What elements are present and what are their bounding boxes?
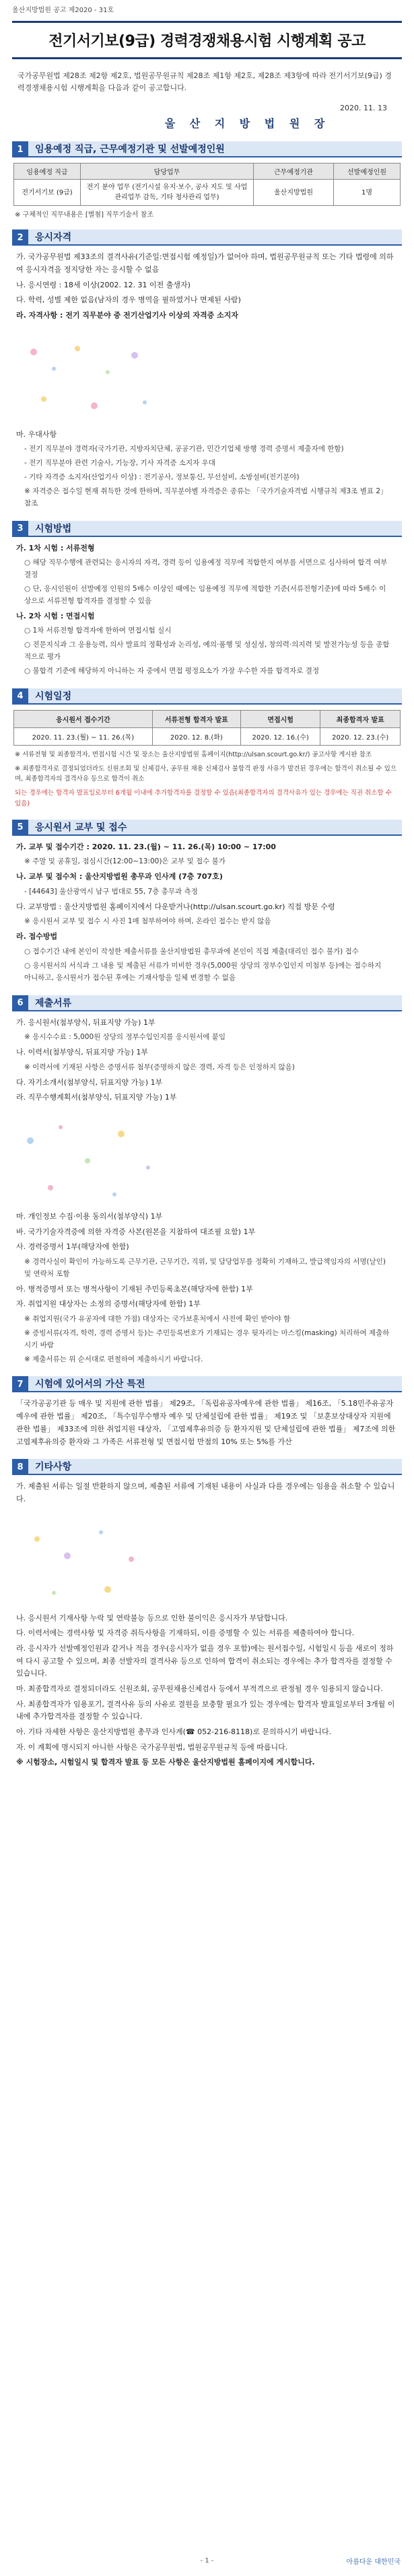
table-cell: 2020. 12. 23.(수) [320, 727, 401, 745]
list-item: ※ 응시수수료 : 5,000원 상당의 정부수입인지를 응시원서에 붙임 [24, 1033, 226, 1042]
list-item: 가. 응시원서(첨부양식, 뒤표지양 가능) 1부 [16, 1017, 156, 1027]
table-header: 임용예정 직급 [14, 164, 81, 180]
list-item: 자. 취업지원 대상자는 소정의 증명서(해당자에 한함) 1부 [16, 1299, 201, 1309]
duty-cell: 전기 분야 업무 (전기시설 유지·보수, 공사 지도 및 사업관리업무 감독, 기타 청사관리 업무) [81, 180, 254, 206]
list-item: ○ 응시원서의 서식과 그 내용 및 제출된 서류가 미비한 경우(5,000원 상당의 정부수입인지 미첨부 등)에는 접수하지 아니하고, 응시원서가 접수된 후에는 기재사항을 일체 변경할 수 없음 [24, 961, 382, 982]
list-item: ※ 증빙서류(자격, 학력, 경력 증명서 등)는 주민등록번호가 기재되는 경우 뒷자리는 마스킹(masking) 처리하여 제출하시기 바람 [24, 1328, 390, 1349]
section-number: 6 [12, 995, 28, 1011]
schedule-note: 되는 경우에는 합격자 발표일로부터 6개월 이내에 추가합격자를 결정할 수 있음(최종합격자의 결격사유가 있는 경우에는 직권 취소할 수 있음) [15, 789, 392, 808]
list-item: 다. 학력, 성별 제한 없음(남자의 경우 병역을 필하였거나 면제된 사람) [16, 295, 241, 305]
sparkle-icon [13, 1114, 162, 1208]
title-block [12, 21, 402, 59]
list-item: 다. 자기소개서(첨부양식, 뒤표지양 가능) 1부 [16, 1077, 163, 1087]
court-signature: 울 산 지 방 법 원 장 [164, 117, 331, 131]
sparkle-icon [13, 1515, 162, 1610]
list-item: 나. 2차 시험 : 면접시험 [16, 611, 95, 620]
section-4-header [12, 688, 402, 705]
section-number: 7 [12, 1376, 28, 1392]
list-item: 바. 국가기술자격증에 의한 자격증 사본(원본을 지참하여 대조필 요함) 1부 [16, 1227, 256, 1236]
list-item: ○ 전문지식과 그 응용능력, 의사 발표의 정확성과 논리성, 예의·품행 및 성실성, 창의력·의지력 및 발전가능성 등을 종합적으로 평가 [24, 641, 390, 661]
count-cell: 1명 [334, 180, 401, 206]
list-item: 아. 기타 자세한 사항은 울산지방법원 총무과 인사계(☎ 052-216-8118)로 문의하시기 바랍니다. [16, 1727, 332, 1737]
list-item: 다. 교부방법 : 울산지방법원 홈페이지에서 다운받거나(http://ulsan.scourt.go.kr) 직접 방문 수령 [16, 902, 335, 911]
list-item: ※ 경력사실이 확인이 가능하도록 근무기관, 근무기간, 직위, 및 담당업무를 정확히 기재하고, 발급책임자의 서명(날인) 및 연락처 포함 [24, 1258, 386, 1278]
position-table [13, 163, 401, 206]
section-2-header [12, 229, 402, 246]
section-8-header [12, 1459, 402, 1475]
list-item: ※ 제출서류는 위 순서대로 편철하여 제출하시기 바랍니다. [24, 1355, 203, 1363]
sparkle-icon [13, 332, 162, 426]
list-item: ※ 주말 및 공휴일, 점심시간(12:00~13:00)은 교부 및 접수 불가 [24, 857, 226, 866]
list-item: 아. 병적증명서 또는 병적사항이 기재된 주민등록초본(해당자에 한함) 1부 [16, 1284, 253, 1293]
list-item: 가. 국가공무원법 제33조의 결격사유(기준일:면접시험 예정일)가 없어야 하며, 법원공무원규칙 또는 기타 법령에 의하여 응시자격을 정지당한 자는 응시할 수 없음 [16, 252, 394, 274]
section-title: 응시원서 교부 및 접수 [28, 820, 402, 836]
section-number: 1 [12, 141, 28, 157]
notice-number: 울산지방법원 공고 제2020 - 31호 [12, 7, 114, 14]
table-header: 근무예정기관 [254, 164, 334, 180]
table-header: 선발예정인원 [334, 164, 401, 180]
section-number: 2 [12, 229, 28, 246]
section-5-header [12, 820, 402, 836]
section-title: 시험방법 [28, 521, 402, 537]
intro-text: 국가공무원법 제28조 제2항 제2호, 법원공무원규칙 제28조 제1항 제2호, 제28조 제3항에 따라 전기서기보(9급) 경력경쟁채용시험 시행계획을 다음과 같이 공고합니다. [18, 71, 392, 93]
table-cell: 2020. 11. 23.(월) ~ 11. 26.(목) [14, 727, 153, 745]
footer-brand: 아름다운 대한민국 [346, 2559, 401, 2566]
section-title: 기타사항 [28, 1459, 402, 1475]
schedule-note: ※ 최종합격자로 결정되었더라도 신원조회 및 신체검사, 공무원 채용 신체검사 불합격 판정 사유가 발견된 경우에는 합격이 취소될 수 있으며, 최종합격자의 결격사유 등으로 합격이 취소 [15, 764, 397, 783]
list-item: ○ 불합격 기준에 해당하지 아니하는 자 중에서 면접 평정요소가 가장 우수한 자를 합격자로 결정 [24, 666, 319, 675]
list-item: 가. 1차 시험 : 서류전형 [16, 543, 95, 552]
table-note: ※ 구체적인 직무내용은 [별첨] 직무기술서 참조 [15, 211, 153, 219]
section-number: 8 [12, 1459, 28, 1475]
section-title: 응시자격 [28, 229, 402, 246]
list-item: 나. 교부 및 접수처 : 울산지방법원 총무과 인사계 (7층 707호) [16, 872, 223, 882]
list-item: - 전기 직무분야 경력자(국가기관, 지방자치단체, 공공기관, 민간기업체 방행 경력 증명서 제출자에 한함) [24, 445, 344, 454]
list-item: ○ 단, 응시인원이 선발예정 인원의 5배수 이상인 때에는 임용예정 직무에 적합한 기준(서류전형기준)에 따라 5배수 이상으로 서류전형 합격자를 결정할 수 있음 [24, 585, 386, 605]
list-item: 사. 경력증명서 1부(해당자에 한함) [16, 1242, 129, 1252]
list-item: 마. 개인정보 수집·이용 동의서(첨부양식) 1부 [16, 1211, 163, 1221]
list-item: ※ 이력서에 기재된 사항은 증명서류 첨부(증명하지 않은 경력, 자격 등은 인정하지 않음) [24, 1063, 295, 1071]
list-item: 라. 접수방법 [16, 932, 58, 941]
section-6-header [12, 995, 402, 1011]
table-cell: 2020. 12. 8.(화) [152, 727, 240, 745]
table-cell: 2020. 12. 16.(수) [240, 727, 320, 745]
page-title: 전기서기보(9급) 경력경쟁채용시험 시행계획 공고 [48, 33, 366, 50]
list-item: 가. 교부 및 접수기간 : 2020. 11. 23.(월) ~ 11. 26.(목) 10:00 ~ 17:00 [16, 842, 276, 851]
list-item: ○ 접수기간 내에 본인이 작성한 제출서류를 울산지방법원 총무과에 본인이 직접 제출(대리인 접수 불가) 접수 [24, 947, 359, 956]
schedule-note: ※ 서류전형 및 최종합격자, 면접시험 시간 및 장소는 울산지방법원 홈페이지(http://ulsan.scourt.go.kr/) 공고사항 게시판 참조 [15, 750, 372, 758]
section-3-header [12, 521, 402, 537]
section-title: 시험에 있어서의 가산 특전 [28, 1376, 402, 1392]
list-item: - [44643] 울산광역시 남구 법대로 55, 7층 총무과 측정 [24, 887, 198, 896]
section-number: 4 [12, 688, 28, 705]
decorative-illustration [13, 332, 162, 426]
table-header: 담당업무 [81, 164, 254, 180]
section-1-header [12, 141, 402, 157]
list-item: ※ 자격증은 접수일 현재 취득한 것에 한하며, 직무분야별 자격증은 종류는 「국가기술자격법 시행규칙 제3조 별표 2」 참조 [24, 487, 388, 507]
list-item: 자. 이 계획에 명시되지 아니한 사항은 국가공무원법, 법원공무원규칙 등에 따릅니다. [16, 1742, 288, 1752]
list-item: 라. 응시자가 선발예정인원과 같거나 적을 경우(응시자가 없을 경우 포함)에는 원서접수일, 시험일시 등을 새로이 정하여 다시 공고할 수 있으며, 최종 선발자의 결격사유 등으로 인하여 합격이 취소되는 경우에는 추가 합격자를 결정할 수 있습니다. [16, 1643, 394, 1678]
org-cell: 울산지방법원 [254, 180, 334, 206]
section-title: 임용예정 직급, 근무예정기관 및 선발예정인원 [28, 141, 402, 157]
section-title: 제출서류 [28, 995, 402, 1011]
list-item: - 전기 직무분야 관련 기술사, 기능장, 기사 자격증 소지자 우대 [24, 459, 215, 468]
list-item: 나. 응시연령 : 18세 이상(2002. 12. 31 이전 출생자) [16, 280, 191, 289]
table-header: 최종합격자 발표 [320, 710, 401, 727]
notice-date: 2020. 11. 13 [340, 104, 387, 113]
section-number: 3 [12, 521, 28, 537]
grade-cell: 전기서기보 (9급) [14, 180, 81, 206]
decorative-illustration [13, 1515, 162, 1610]
list-item: ※ 취업지원(국가 유공자에 대한 가점) 대상자는 국가보훈처에서 사전에 확인 받아야 함 [24, 1315, 291, 1324]
list-item: 마. 최종합격자로 결정되더라도 신원조회, 공무원채용신체검사 등에서 부적격으로 판정될 경우 임용되지 않습니다. [16, 1684, 383, 1693]
section-title: 시험일정 [28, 688, 402, 705]
list-item: 라. 자격사항 : 전기 직무분야 중 전기산업기사 이상의 자격증 소지자 [16, 311, 238, 320]
list-item: ※ 시험장소, 시험일시 및 합격자 발표 등 모든 사항은 울산지방법원 홈페이지에 게시합니다. [16, 1758, 315, 1767]
table-header: 응시원서 접수기간 [14, 710, 153, 727]
section-number: 5 [12, 820, 28, 836]
page-number: - 1 - [200, 2557, 214, 2565]
table-header: 서류전형 합격자 발표 [152, 710, 240, 727]
list-item: ※ 응시원서 교부 및 접수 시 사진 1매 첨부하여야 하며, 온라인 접수는 받지 않음 [24, 917, 271, 926]
table-header: 면접시험 [240, 710, 320, 727]
list-item: 라. 직무수행계획서(첨부양식, 뒤표지양 가능) 1부 [16, 1093, 177, 1102]
bonus-text: 「국가공공기관 등 매우 및 지원에 관한 법률」 제29조, 「독립유공자예우에 관한 법률」 제16조, 「5.18민주유공자예우에 관한 법률」 제20조, 「특수임무수행자 예우 및 단체설립에 관한 법률」 제19조 및 「보훈보상대상자 지원에 관한 법률」 제33조에 의한 취업지원 대상자, 「고엽제후유의증 등 환자지원 및 단체설립에 관한 법률」 제7조에 의한 고엽제후유의증 환자와 그 가족은 서류전형 및 면접시험 만점의 10% 또는 5%를 가산 [16, 1399, 396, 1446]
list-item: ○ 1차 서류전형 합격자에 한하여 면접시험 실시 [24, 627, 172, 635]
list-item: 나. 응시원서 기재사항 누락 및 연락불능 등으로 인한 불이익은 응시자가 부담합니다. [16, 1613, 288, 1622]
list-item: 나. 이력서(첨부양식, 뒤표지양 가능) 1부 [16, 1048, 148, 1057]
schedule-table [13, 710, 401, 746]
section-7-header [12, 1376, 402, 1392]
list-item: ○ 해당 직무수행에 관련되는 응시자의 자격, 경력 등이 임용예정 직무에 적합한지 여부를 서면으로 심사하여 합격 여부 결정 [24, 559, 388, 579]
list-item: 사. 최종합격자가 임용포기, 결격사유 등의 사유로 결원을 보충할 필요가 있는 경우에는 합격자 발표일로부터 3개월 이내에 추가합격자를 결정할 수 있습니다. [16, 1699, 395, 1721]
list-item: - 기타 자격증 소지자(산업기사 이상) : 전기공사, 정보통신, 무선설비, 소방설비(전기분야) [24, 473, 300, 482]
decorative-illustration [13, 1114, 162, 1208]
list-item: 다. 이력서에는 경력사항 및 자격증 취득사항을 기재하되, 이를 증명할 수 있는 서류를 제출하여야 합니다. [16, 1629, 355, 1638]
preference-heading: 마. 우대사항 [16, 429, 57, 439]
list-item: 가. 제출된 서류는 일절 반환하지 않으며, 제출된 서류에 기재된 내용이 사실과 다를 경우에는 임용을 취소할 수 있습니다. [16, 1482, 395, 1503]
